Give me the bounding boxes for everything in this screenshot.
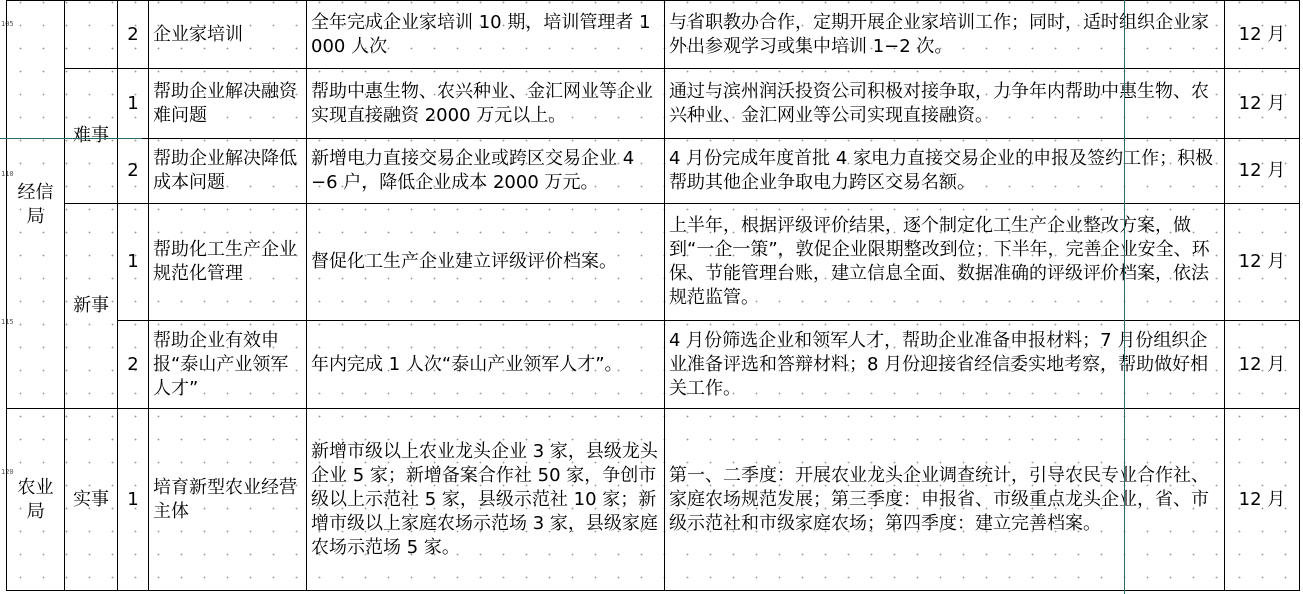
ruler-mark: 115 <box>1 318 14 326</box>
category-cell: 难事 <box>65 69 118 204</box>
goal-cell: 新增市级以上农业龙头企业 3 家，县级龙头企业 5 家；新增备案合作社 50 家，争创市级以上示范社 5 家，县级示范社 10 家；新增市级以上家庭农场示范场 3 家，县级家庭农场示范场 5 家。 <box>307 409 665 591</box>
table-row <box>7 69 1300 139</box>
item-number-cell: 2 <box>118 1 149 69</box>
goal-cell: 督促化工生产企业建立评级评价档案。 <box>307 204 665 321</box>
horizontal-guide-line <box>0 138 142 139</box>
deadline-cell: 12 月 <box>1225 409 1300 591</box>
deadline-cell: 12 月 <box>1225 204 1300 321</box>
measure-cell: 通过与滨州润沃投资公司积极对接争取，力争年内帮助中惠生物、农兴种业、金汇网业等公司实现直接融资。 <box>665 69 1225 139</box>
category-cell: 新事 <box>65 204 118 409</box>
measure-cell: 第一、二季度：开展农业龙头企业调查统计，引导农民专业合作社、家庭农场规范发展；第三季度：申报省、市级重点龙头企业，省、市级示范社和市级家庭农场；第四季度：建立完善档案。 <box>665 409 1225 591</box>
item-name-cell: 帮助企业有效申报“泰山产业领军人才” <box>149 321 307 409</box>
table-row <box>7 204 1300 321</box>
item-number-cell: 1 <box>118 204 149 321</box>
deadline-cell: 12 月 <box>1225 1 1300 69</box>
ruler-mark: 105 <box>1 20 14 28</box>
task-table <box>6 0 1300 591</box>
dept-cell: 经信局 <box>7 1 65 409</box>
category-cell: 实事 <box>65 409 118 591</box>
goal-cell: 年内完成 1 人次“泰山产业领军人才”。 <box>307 321 665 409</box>
item-name-cell: 帮助化工生产企业规范化管理 <box>149 204 307 321</box>
ruler-mark: 120 <box>1 468 14 476</box>
item-number-cell: 2 <box>118 321 149 409</box>
deadline-cell: 12 月 <box>1225 139 1300 204</box>
item-number-cell: 1 <box>118 69 149 139</box>
measure-cell: 4 月份完成年度首批 4 家电力直接交易企业的申报及签约工作；积极帮助其他企业争取电力跨区交易名额。 <box>665 139 1225 204</box>
vertical-guide-line <box>1124 0 1125 594</box>
goal-cell: 新增电力直接交易企业或跨区交易企业 4−6 户，降低企业成本 2000 万元。 <box>307 139 665 204</box>
deadline-cell: 12 月 <box>1225 321 1300 409</box>
measure-cell: 与省职教办合作，定期开展企业家培训工作；同时，适时组织企业家外出参观学习或集中培训 1−2 次。 <box>665 1 1225 69</box>
table-row <box>7 321 1300 409</box>
goal-cell: 全年完成企业家培训 10 期，培训管理者 1000 人次 <box>307 1 665 69</box>
item-name-cell: 企业家培训 <box>149 1 307 69</box>
table-row <box>7 1 1300 69</box>
measure-cell: 4 月份筛选企业和领军人才，帮助企业准备申报材料；7 月份组织企业准备评选和答辩材料；8 月份迎接省经信委实地考察，帮助做好相关工作。 <box>665 321 1225 409</box>
item-name-cell: 帮助企业解决降低成本问题 <box>149 139 307 204</box>
item-name-cell: 培育新型农业经营主体 <box>149 409 307 591</box>
goal-cell: 帮助中惠生物、农兴种业、金汇网业等企业实现直接融资 2000 万元以上。 <box>307 69 665 139</box>
item-number-cell: 1 <box>118 409 149 591</box>
ruler-mark: 110 <box>1 170 14 178</box>
deadline-cell: 12 月 <box>1225 69 1300 139</box>
dept-cell: 农业局 <box>7 409 65 591</box>
category-cell <box>65 1 118 69</box>
item-name-cell: 帮助企业解决融资难问题 <box>149 69 307 139</box>
measure-cell: 上半年，根据评级评价结果，逐个制定化工生产企业整改方案，做到“一企一策”，敦促企业限期整改到位；下半年，完善企业安全、环保、节能管理台账，建立信息全面、数据准确的评级评价档案，依法规范监管。 <box>665 204 1225 321</box>
table-row <box>7 139 1300 204</box>
item-number-cell: 2 <box>118 139 149 204</box>
table-row <box>7 409 1300 591</box>
